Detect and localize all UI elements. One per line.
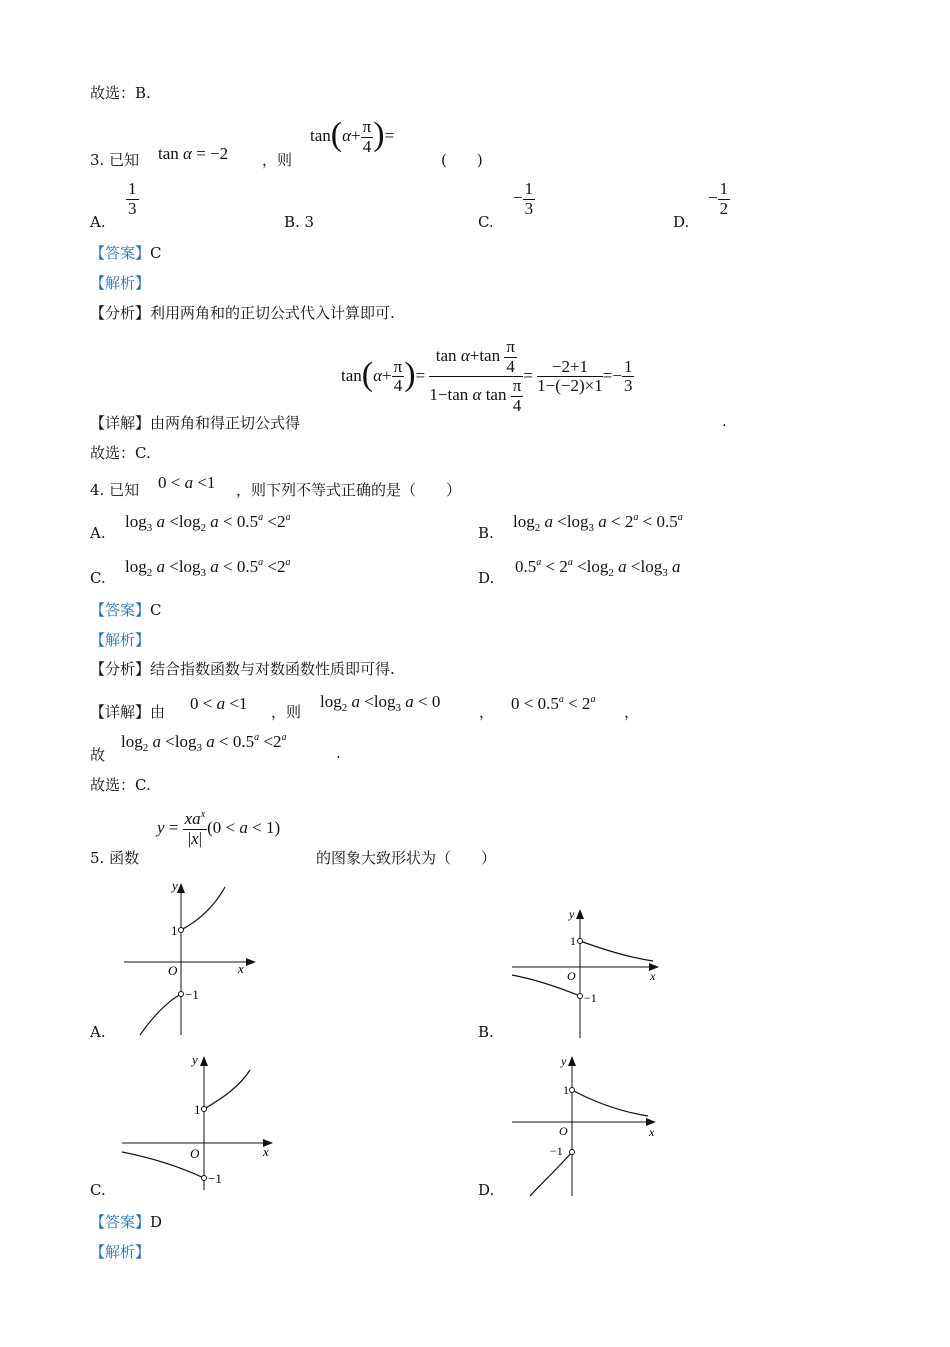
label-y: y — [569, 907, 575, 921]
q5-option-b-label: B. — [478, 1023, 494, 1041]
label-one: 1 — [570, 934, 576, 948]
label-neg-one: −1 — [584, 991, 597, 1005]
q4-option-d-label: D. — [478, 569, 495, 587]
label-one: 1 — [563, 1083, 569, 1097]
q4-option-c-value: $\log_2 a <\log_3$ $a < 0.5^a <2^a$ — [125, 557, 291, 579]
curve-right — [580, 941, 653, 961]
label-origin: O — [559, 1124, 568, 1138]
q5-function: y = $\frac{xa^x}{|x|}$ (0 < a < 1) — [157, 809, 281, 848]
q4-detail-then: ，则 — [271, 703, 302, 721]
label-origin: O — [190, 1146, 200, 1161]
q3-option-a-value: $\frac{1}{3}$ — [128, 179, 137, 218]
q4-period: . — [336, 744, 341, 762]
q4-stem: 4. 已知 — [90, 481, 140, 499]
label-neg-one: −1 — [550, 1144, 563, 1158]
label-x: x — [650, 969, 656, 983]
open-point — [202, 1176, 207, 1181]
label-x: x — [238, 961, 244, 976]
open-point — [578, 994, 583, 999]
open-point — [202, 1107, 207, 1112]
q3-formula: tan(α+ $\frac{\pi}{4}$ )= tan α+tan $\frac{\pi}{4}$ 1−tan α tan $\frac{\pi}{4}$ = $\frac{-2+1}{1-(-2)\times 1}$ =− $\frac{1}{3}$ — [341, 337, 633, 416]
q4-stem-tail: ，则下列不等式正确的是（ ） — [236, 481, 462, 499]
q2-final-choice: 故选：B. — [90, 84, 151, 102]
label-origin: O — [567, 969, 576, 983]
q5-graph-b — [508, 903, 668, 1043]
open-point — [570, 1088, 575, 1093]
q4-detail-condition: 0 < a <1 — [190, 694, 248, 713]
q5-jiexi: 【解析】 — [90, 1243, 151, 1261]
open-point — [578, 939, 583, 944]
q4-answer: 【答案】C — [90, 601, 162, 619]
q4-option-a-value: $\log_3 a <\log_2$ $a < 0.5^a <2^a$ — [125, 512, 291, 534]
label-one: 1 — [171, 923, 178, 938]
label-y: y — [561, 1054, 567, 1068]
q4-option-c-label: C. — [90, 569, 106, 587]
q4-xiangjie: 【详解】由 — [90, 703, 166, 721]
q3-expression: tan(α+ $\frac{\pi}{4}$ )= — [310, 116, 395, 156]
x-arrow — [246, 958, 256, 966]
q4-detail-comma-1: ， — [479, 703, 495, 721]
q3-option-a-label: A. — [90, 213, 106, 231]
q4-detail-exp: $0 < 0.5^a < 2^a$ — [511, 694, 596, 713]
q5-option-c-label: C. — [90, 1181, 106, 1199]
label-origin: O — [168, 963, 178, 978]
open-point — [179, 992, 184, 997]
q5-graph-a — [110, 875, 260, 1040]
q5-stem: 5. 函数 — [90, 849, 140, 867]
q4-jiexi: 【解析】 — [90, 631, 151, 649]
q5-graph-d — [508, 1050, 668, 1200]
q3-condition: tan α = −2 — [158, 144, 229, 163]
q3-final-choice: 故选：C. — [90, 444, 151, 462]
y-arrow — [177, 883, 185, 893]
y-arrow — [576, 909, 584, 919]
q4-gu: 故 — [90, 746, 106, 764]
q5-answer: 【答案】D — [90, 1213, 163, 1231]
q3-fenxi: 【分析】利用两角和的正切公式代入计算即可. — [90, 304, 395, 322]
curve-right — [181, 887, 225, 930]
q5-graph-c — [118, 1048, 283, 1193]
q4-option-b-label: B. — [478, 524, 494, 542]
q5-stem-tail: 的图象大致形状为（ ） — [316, 849, 497, 867]
q4-final-choice: 故选：C. — [90, 776, 151, 794]
q3-xiangjie: 【详解】由两角和得正切公式得 — [90, 414, 301, 432]
label-neg-one: −1 — [208, 1171, 222, 1186]
y-arrow — [200, 1056, 208, 1066]
q4-fenxi: 【分析】结合指数函数与对数函数性质即可得. — [90, 660, 395, 678]
q4-option-a-label: A. — [90, 524, 106, 542]
q5-option-d-label: D. — [478, 1181, 495, 1199]
q3-option-d-label: D. — [673, 213, 690, 231]
y-arrow — [568, 1056, 576, 1066]
curve-left — [140, 994, 181, 1035]
label-y: y — [172, 878, 178, 893]
q4-option-d-value: $0.5^a < 2^a <\log_2$ $a <\log_3$ a — [515, 557, 681, 579]
q3-blank: ( ) — [441, 151, 483, 169]
curve-right — [572, 1090, 648, 1116]
label-x: x — [649, 1125, 655, 1139]
curve-right — [204, 1070, 250, 1109]
q3-option-b: B. 3 — [284, 213, 315, 231]
q3-number: 3. 已知 — [90, 151, 140, 169]
q3-option-d-value: − $\frac{1}{2}$ — [708, 179, 729, 218]
q3-jiexi: 【解析】 — [90, 274, 151, 292]
q4-option-b-value: $\log_2 a <\log_3$ $a < 2^a < 0.5^a$ — [513, 512, 683, 534]
q3-option-c-label: C. — [478, 213, 494, 231]
open-point — [179, 928, 184, 933]
q4-detail-comma-2: ， — [624, 703, 640, 721]
label-y: y — [192, 1052, 198, 1067]
q3-option-c-value: − $\frac{1}{3}$ — [513, 179, 534, 218]
q4-detail-log: $\log_2 a <\log_3$ a < 0 — [320, 692, 441, 714]
q4-conclusion: $\log_2 a <\log_3$ $a < 0.5^a <2^a$ — [121, 732, 287, 754]
q3-answer: 【答案】C — [90, 244, 162, 262]
label-one: 1 — [194, 1102, 201, 1117]
label-neg-one: −1 — [185, 987, 199, 1002]
q3-then: ，则 — [262, 151, 293, 169]
open-point — [570, 1150, 575, 1155]
curve-left — [530, 1152, 572, 1196]
label-x: x — [263, 1144, 269, 1159]
q4-condition: 0 < a <1 — [158, 473, 216, 492]
q5-option-a-label: A. — [90, 1023, 106, 1041]
q3-period: . — [722, 412, 727, 430]
